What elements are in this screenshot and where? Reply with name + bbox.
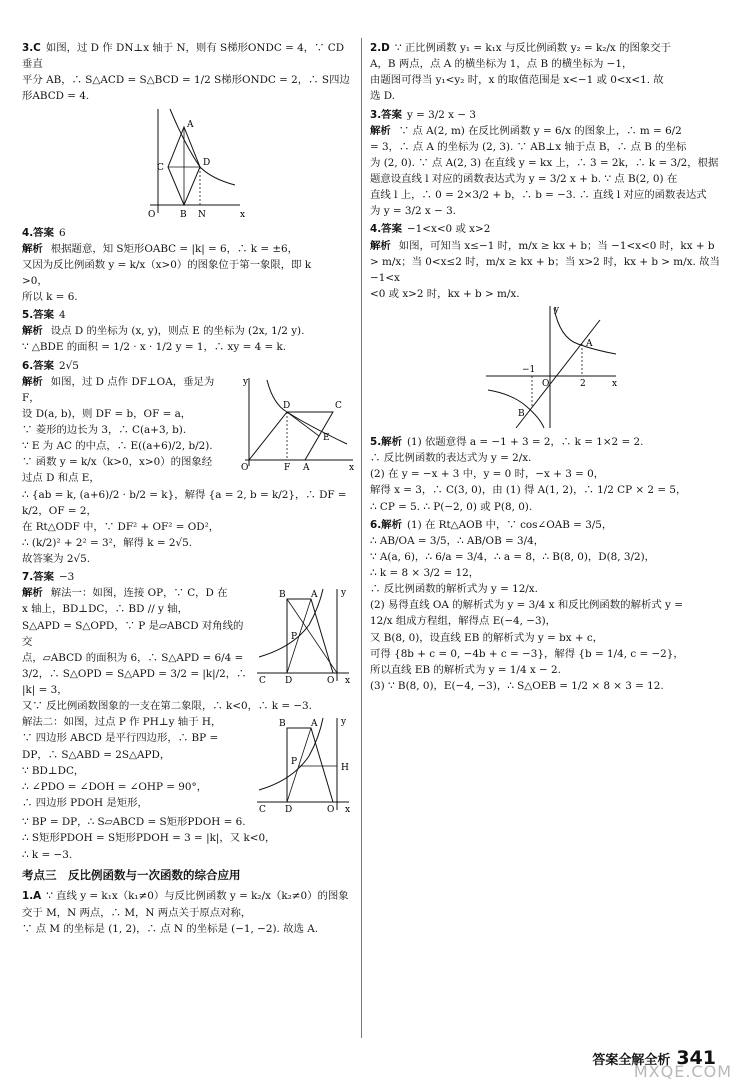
text-line: ∴ 反比例函数的表达式为 y = 2/x. <box>370 452 532 465</box>
text-line: ∴ CP = 5. ∴ P(−2, 0) 或 P(8, 0). <box>370 500 533 513</box>
label-c: C <box>157 162 164 173</box>
text-line: 故答案为 2√5. <box>22 553 91 565</box>
text-line: 又因为反比例函数 y = k/x（x>0）的图象位于第一象限，即 k <box>22 258 312 271</box>
label-x: x <box>612 379 618 389</box>
item-number: 6.解析 <box>370 518 402 531</box>
text-line: = 3，∴ 点 A 的坐标为 (2, 3). ∵ AB⊥x 轴于点 B，∴ 点 B 的坐标 <box>370 140 687 153</box>
answer-s6 <box>370 517 730 694</box>
section-heading: 考点三 反比例函数与一次函数的综合应用 <box>22 867 241 882</box>
text-line: ∵ 函数 y = k/x（k>0，x>0）的图象经 <box>22 456 213 469</box>
text-line: 题意设直线 l 对应的函数表达式为 y = 3/2 x + b. ∵ 点 B(2, 0) 在 <box>370 173 678 185</box>
label-d: D <box>285 805 293 815</box>
label-d: D <box>285 676 293 686</box>
page-number: 341 <box>676 1046 716 1069</box>
text-line: x 轴上，BD⊥DC，∴ BD // y 轴， <box>22 603 188 616</box>
label-p: P <box>291 632 298 643</box>
text-line: 如图，过 D 点作 DF⊥OA，垂足为 F， <box>22 375 215 404</box>
hyperbola-curve <box>170 109 235 185</box>
text-line: DP，∴ S△ABD = 2S△APD， <box>22 748 171 761</box>
label-o: O <box>148 209 156 220</box>
figure-q7-1 <box>253 585 353 685</box>
item-number: 7.答案 <box>22 571 54 584</box>
text-line: 又∵ 反比例函数图象的一支在第二象限，∴ k<0，∴ k = −3. <box>22 700 312 713</box>
text-line: 可得 {8b + c = 0, −4b + c = −3}，解得 {b = 1/4, c = −2}， <box>370 647 684 660</box>
text-line: <0 或 x>2 时，kx + b > m/x. <box>370 287 520 300</box>
text-line: ∵ E 为 AC 的中点，∴ E((a+6)/2, b/2). <box>22 440 213 453</box>
label-b: B <box>518 409 525 419</box>
answer-value: −1<x<0 或 x>2 <box>406 223 491 236</box>
item-number: 2.D <box>370 42 390 54</box>
item-number: 5.答案 <box>22 309 54 322</box>
answer-value: 6 <box>58 226 66 239</box>
text-line: (1) 依题意得 a = −1 + 3 = 2，∴ k = 1×2 = 2. <box>406 436 644 448</box>
label-b: B <box>279 719 286 730</box>
text-line: ∵ 直线 y = k₁x（k₁≠0）与反比例函数 y = k₂/x（k₂≠0）的图象 <box>46 890 349 903</box>
text-line: ∴ ∠PDO = ∠DOH = ∠OHP = 90°， <box>22 780 208 793</box>
answer-6 <box>22 358 357 568</box>
text-line: ∵ △BDE 的面积 = 1/2 · x · 1/2 y = 1，∴ xy = 4 = k. <box>22 341 287 354</box>
left-column <box>22 40 357 939</box>
answer-s4 <box>370 221 730 432</box>
label-x: x <box>345 676 351 686</box>
text-line: ∵ A(a, 6)，∴ 6/a = 3/4，∴ a = 8，∴ B(8, 0)，D(8, 3/2)， <box>370 550 656 563</box>
analysis-tag: 解析 <box>370 124 391 137</box>
label-2: 2 <box>580 379 586 389</box>
figure-q6 <box>239 374 357 472</box>
text-line: 根据题意，知 S矩形OABC = |k| = 6，∴ k = ±6， <box>50 242 299 255</box>
text-line: 解法一：如图，连接 OP，∵ C，D 在 <box>50 587 228 600</box>
item-number: 5.解析 <box>370 436 402 448</box>
answer-s3 <box>370 107 730 220</box>
label-c: C <box>259 676 266 686</box>
item-number: 3.答案 <box>370 108 402 121</box>
hyperbola-branch-1 <box>554 308 616 354</box>
answer-3 <box>22 40 357 223</box>
label-a: A <box>311 590 318 601</box>
column-divider <box>361 38 362 1038</box>
label-minus-1: −1 <box>522 365 536 375</box>
label-a: A <box>311 719 318 730</box>
text-line: A，B 两点，点 A 的横坐标为 1，点 B 的横坐标为 −1， <box>370 58 633 71</box>
answer-7 <box>22 569 357 863</box>
text-line: ∵ 点 A(2, m) 在反比例函数 y = 6/x 的图象上，∴ m = 6/2 <box>398 124 682 137</box>
text-line: S△APD = S△OPD，∵ P 是▱ABCD 对角线的交 <box>22 619 244 648</box>
text-line: 所以直线 EB 的解析式为 y = 1/4 x − 2. <box>370 663 561 676</box>
text-line: ∴ S矩形PDOH = S矩形PDOH = 3 = |k|，又 k<0， <box>22 832 276 845</box>
analysis-tag: 解析 <box>22 587 43 600</box>
text-line: ∴ 反比例函数的解析式为 y = 12/x. <box>370 583 538 596</box>
text-line: ∴ {ab = k, (a+6)/2 · b/2 = k}，解得 {a = 2, b = k/2}，∴ DF = k/2，OF = 2， <box>22 488 347 517</box>
answer-value: y = 3/2 x − 3 <box>406 108 476 121</box>
text-line: ∴ k = −3. <box>22 848 73 861</box>
text-line: ∵ 四边形 ABCD 是平行四边形，∴ BP = <box>22 732 219 745</box>
text-line: 选 D. <box>370 90 395 103</box>
segment-de <box>287 412 319 436</box>
text-line: >0， <box>22 274 48 287</box>
label-c: C <box>335 400 343 411</box>
text-line: > m/x；当 0<x≤2 时，m/x ≥ kx + b；当 x>2 时，kx + b > m/x. 故当 −1<x <box>370 255 720 284</box>
text-line: 为 y = 3/2 x − 3. <box>370 205 456 218</box>
text-line: (3) ∵ B(8, 0)，E(−4, −3)，∴ S△OEB = 1/2 × 8 × 3 = 12. <box>370 679 664 692</box>
label-f: F <box>284 462 291 472</box>
text-line: ∵ 菱形的边长为 3，∴ C(a+3, b). <box>22 424 187 436</box>
label-e: E <box>323 432 330 443</box>
label-y: y <box>243 376 249 387</box>
answer-5 <box>22 307 357 355</box>
text-line: 过点 D 和点 E， <box>22 472 100 485</box>
label-n: N <box>198 209 206 220</box>
answer-value: 4 <box>58 309 66 322</box>
hyperbola-branch-2 <box>488 390 544 428</box>
label-x: x <box>345 805 351 815</box>
footer-label: 答案全解全析 <box>592 1052 671 1068</box>
answer-s5 <box>370 434 730 515</box>
label-o: O <box>327 676 335 686</box>
answer-s2 <box>370 40 730 105</box>
answer-s1 <box>22 888 357 936</box>
item-number: 6.答案 <box>22 359 54 372</box>
text-line: 平分 AB，∴ S△ACD = S△BCD = 1/2 S梯形ONDC = 2，∴ S四边形ABCD = 4. <box>22 74 350 103</box>
text-line: ∴ AB/OA = 3/5，∴ AB/OB = 3/4， <box>370 534 545 547</box>
text-line: 为 (2, 0). ∵ 点 A(2, 3) 在直线 y = kx 上，∴ 3 = 2k，∴ k = 3/2，根据 <box>370 156 719 169</box>
text-line: ∵ BP = DP，∴ S▱ABCD = S矩形PDOH = 6. <box>22 816 246 829</box>
text-line: (2) 在 y = −x + 3 中，y = 0 时，−x + 3 = 0， <box>370 468 605 481</box>
label-p: P <box>291 757 298 768</box>
text-line: ∵ BD⊥DC， <box>22 764 85 777</box>
item-number: 1.A <box>22 890 42 903</box>
analysis-tag: 解析 <box>22 325 43 338</box>
label-x: x <box>349 462 355 472</box>
label-y: y <box>341 717 347 728</box>
label-b: B <box>180 209 187 220</box>
text-line: 所以 k = 6. <box>22 291 78 303</box>
answer-value: −3 <box>58 571 75 584</box>
label-d: D <box>203 157 211 168</box>
item-number: 4.答案 <box>22 226 54 239</box>
watermark: MXQE.COM <box>633 1062 732 1082</box>
text-line: 如图，过 D 作 DN⊥x 轴于 N，则有 S梯形ONDC = 4，∵ CD 垂直 <box>22 42 345 71</box>
label-d: D <box>283 400 291 411</box>
text-line: 解得 x = 3，∴ C(3, 0)，由 (1) 得 A(1, 2)，∴ 1/2 CP × 2 = 5， <box>370 484 687 497</box>
figure-q3 <box>140 105 250 223</box>
label-h: H <box>341 763 349 774</box>
text-line: 3/2，∴ S△OPD = S△APD = 3/2 = |k|/2，∴ |k| = 3， <box>22 667 247 696</box>
text-line: (2) 易得直线 OA 的解析式为 y = 3/4 x 和反比例函数的解析式 y = <box>370 599 683 612</box>
text-line: 12/x 组成方程组，解得点 E(−4, −3)， <box>370 615 557 628</box>
text-line: ∵ 正比例函数 y₁ = k₁x 与反比例函数 y₂ = k₂/x 的图象交于 <box>394 42 672 54</box>
text-line: 交于 M，N 两点，∴ M，N 两点关于原点对称， <box>22 906 252 919</box>
text-line: 在 Rt△ODF 中，∵ DF² + OF² = OD²， <box>22 520 220 533</box>
text-line: 点，▱ABCD 的面积为 6，∴ S△APD = 6/4 = <box>22 651 244 664</box>
analysis-tag: 解析 <box>370 239 391 252</box>
text-line: 直线 l 上，∴ 0 = 2×3/2 + b，∴ b = −3. ∴ 直线 l 对应的函数表达式 <box>370 189 707 202</box>
right-column <box>370 40 730 696</box>
answer-value: 2√5 <box>58 359 79 372</box>
text-line: 由题图可得当 y₁<y₂ 时，x 的取值范围是 x<−1 或 0<x<1. 故 <box>370 74 664 87</box>
text-line: ∴ k = 8 × 3/2 = 12， <box>370 567 480 579</box>
analysis-tag: 解析 <box>22 242 43 255</box>
label-o: O <box>241 462 249 472</box>
text-line: ∴ 四边形 PDOH 是矩形， <box>22 796 148 809</box>
text-line: (1) 在 Rt△AOB 中，∵ cos∠OAB = 3/5， <box>406 518 613 531</box>
item-number: 4.答案 <box>370 223 402 236</box>
label-y: y <box>341 588 347 599</box>
text-line: 设 D(a, b)，则 DF = b，OF = a， <box>22 407 192 420</box>
label-b: B <box>279 590 286 601</box>
text-line: ∵ 点 M 的坐标是 (1, 2)，∴ 点 N 的坐标是 (−1, −2). 故选 A. <box>22 922 319 935</box>
label-o: O <box>542 379 550 389</box>
label-x: x <box>240 209 246 220</box>
label-c: C <box>259 805 266 815</box>
rhombus-oabc <box>249 412 333 460</box>
figure-s4 <box>482 302 622 432</box>
answer-4 <box>22 225 357 306</box>
figure-q7-2 <box>253 714 353 814</box>
label-a: A <box>303 462 310 472</box>
text-line: 如图，可知当 x≤−1 时，m/x ≥ kx + b；当 −1<x<0 时，kx + b <box>398 239 715 252</box>
label-o: O <box>327 805 335 815</box>
text-line: 设点 D 的坐标为 (x, y)，则点 E 的坐标为 (2x, 1/2 y). <box>50 325 305 338</box>
text-line: 又 B(8, 0)，设直线 EB 的解析式为 y = bx + c， <box>370 631 604 644</box>
text-line: 解法二：如图，过点 P 作 PH⊥y 轴于 H， <box>22 716 222 729</box>
text-line: ∴ (k/2)² + 2² = 3²，解得 k = 2√5. <box>22 536 192 549</box>
item-number: 3.C <box>22 42 41 54</box>
label-y: y <box>554 305 560 315</box>
label-a: A <box>187 119 194 130</box>
analysis-tag: 解析 <box>22 375 43 388</box>
label-a: A <box>586 339 593 349</box>
